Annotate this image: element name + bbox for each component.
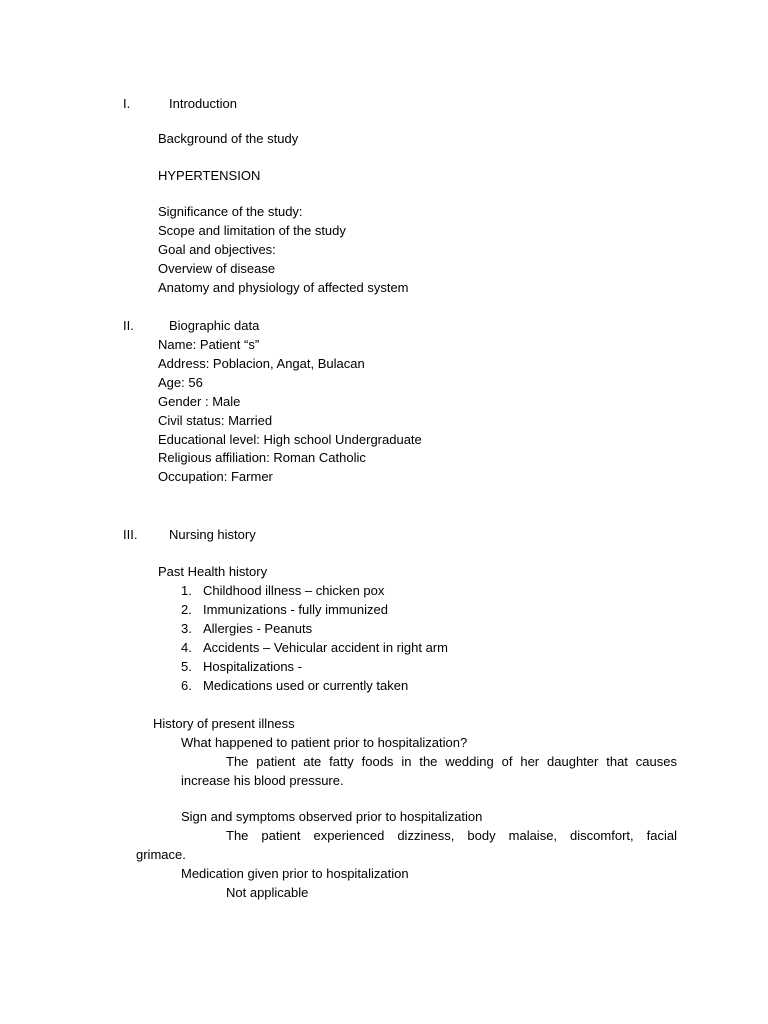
list-number: 2. [181,602,192,617]
section-3-numeral: III. [123,527,138,542]
answer-2-line-2: grimace. [136,847,186,862]
list-number: 4. [181,640,192,655]
intro-item: Significance of the study: [158,204,303,219]
section-2-title: Biographic data [169,318,260,333]
present-illness-heading: History of present illness [153,716,295,731]
intro-item: Anatomy and physiology of affected system [158,280,409,295]
bio-item: Gender : Male [158,394,241,409]
section-1-title: Introduction [169,96,237,111]
section-3-title: Nursing history [169,527,256,542]
section-2-numeral: II. [123,318,134,333]
list-item: Accidents – Vehicular accident in right arm [203,640,448,655]
list-number: 3. [181,621,192,636]
list-item: Allergies - Peanuts [203,621,313,636]
past-health-heading: Past Health history [158,564,268,579]
background-heading: Background of the study [158,131,299,146]
list-number: 5. [181,659,192,674]
bio-item: Address: Poblacion, Angat, Bulacan [158,356,365,371]
intro-item: Overview of disease [158,261,276,276]
bio-item: Religious affiliation: Roman Catholic [158,450,366,465]
answer-3: Not applicable [226,885,309,900]
intro-item: Goal and objectives: [158,242,276,257]
list-item: Medications used or currently taken [203,678,409,693]
list-item: Immunizations - fully immunized [203,602,388,617]
question-1: What happened to patient prior to hospitalization? [181,735,468,750]
bio-item: Civil status: Married [158,413,273,428]
list-item: Childhood illness – chicken pox [203,583,385,598]
answer-1-line-1: The patient ate fatty foods in the wedding of her daughter that causes [226,754,677,769]
section-1-numeral: I. [123,96,131,111]
answer-2-line-1: The patient experienced dizziness, body malaise, discomfort, facial [226,828,677,843]
bio-item: Occupation: Farmer [158,469,273,484]
topic-heading: HYPERTENSION [158,168,261,183]
answer-1-line-2: increase his blood pressure. [181,773,344,788]
list-item: Hospitalizations - [203,659,302,674]
bio-item: Educational level: High school Undergraduate [158,432,422,447]
list-number: 1. [181,583,192,598]
bio-item: Age: 56 [158,375,203,390]
question-2: Sign and symptoms observed prior to hospitalization [181,809,483,824]
question-3: Medication given prior to hospitalization [181,866,409,881]
list-number: 6. [181,678,192,693]
intro-item: Scope and limitation of the study [158,223,346,238]
bio-item: Name: Patient “s” [158,337,260,352]
